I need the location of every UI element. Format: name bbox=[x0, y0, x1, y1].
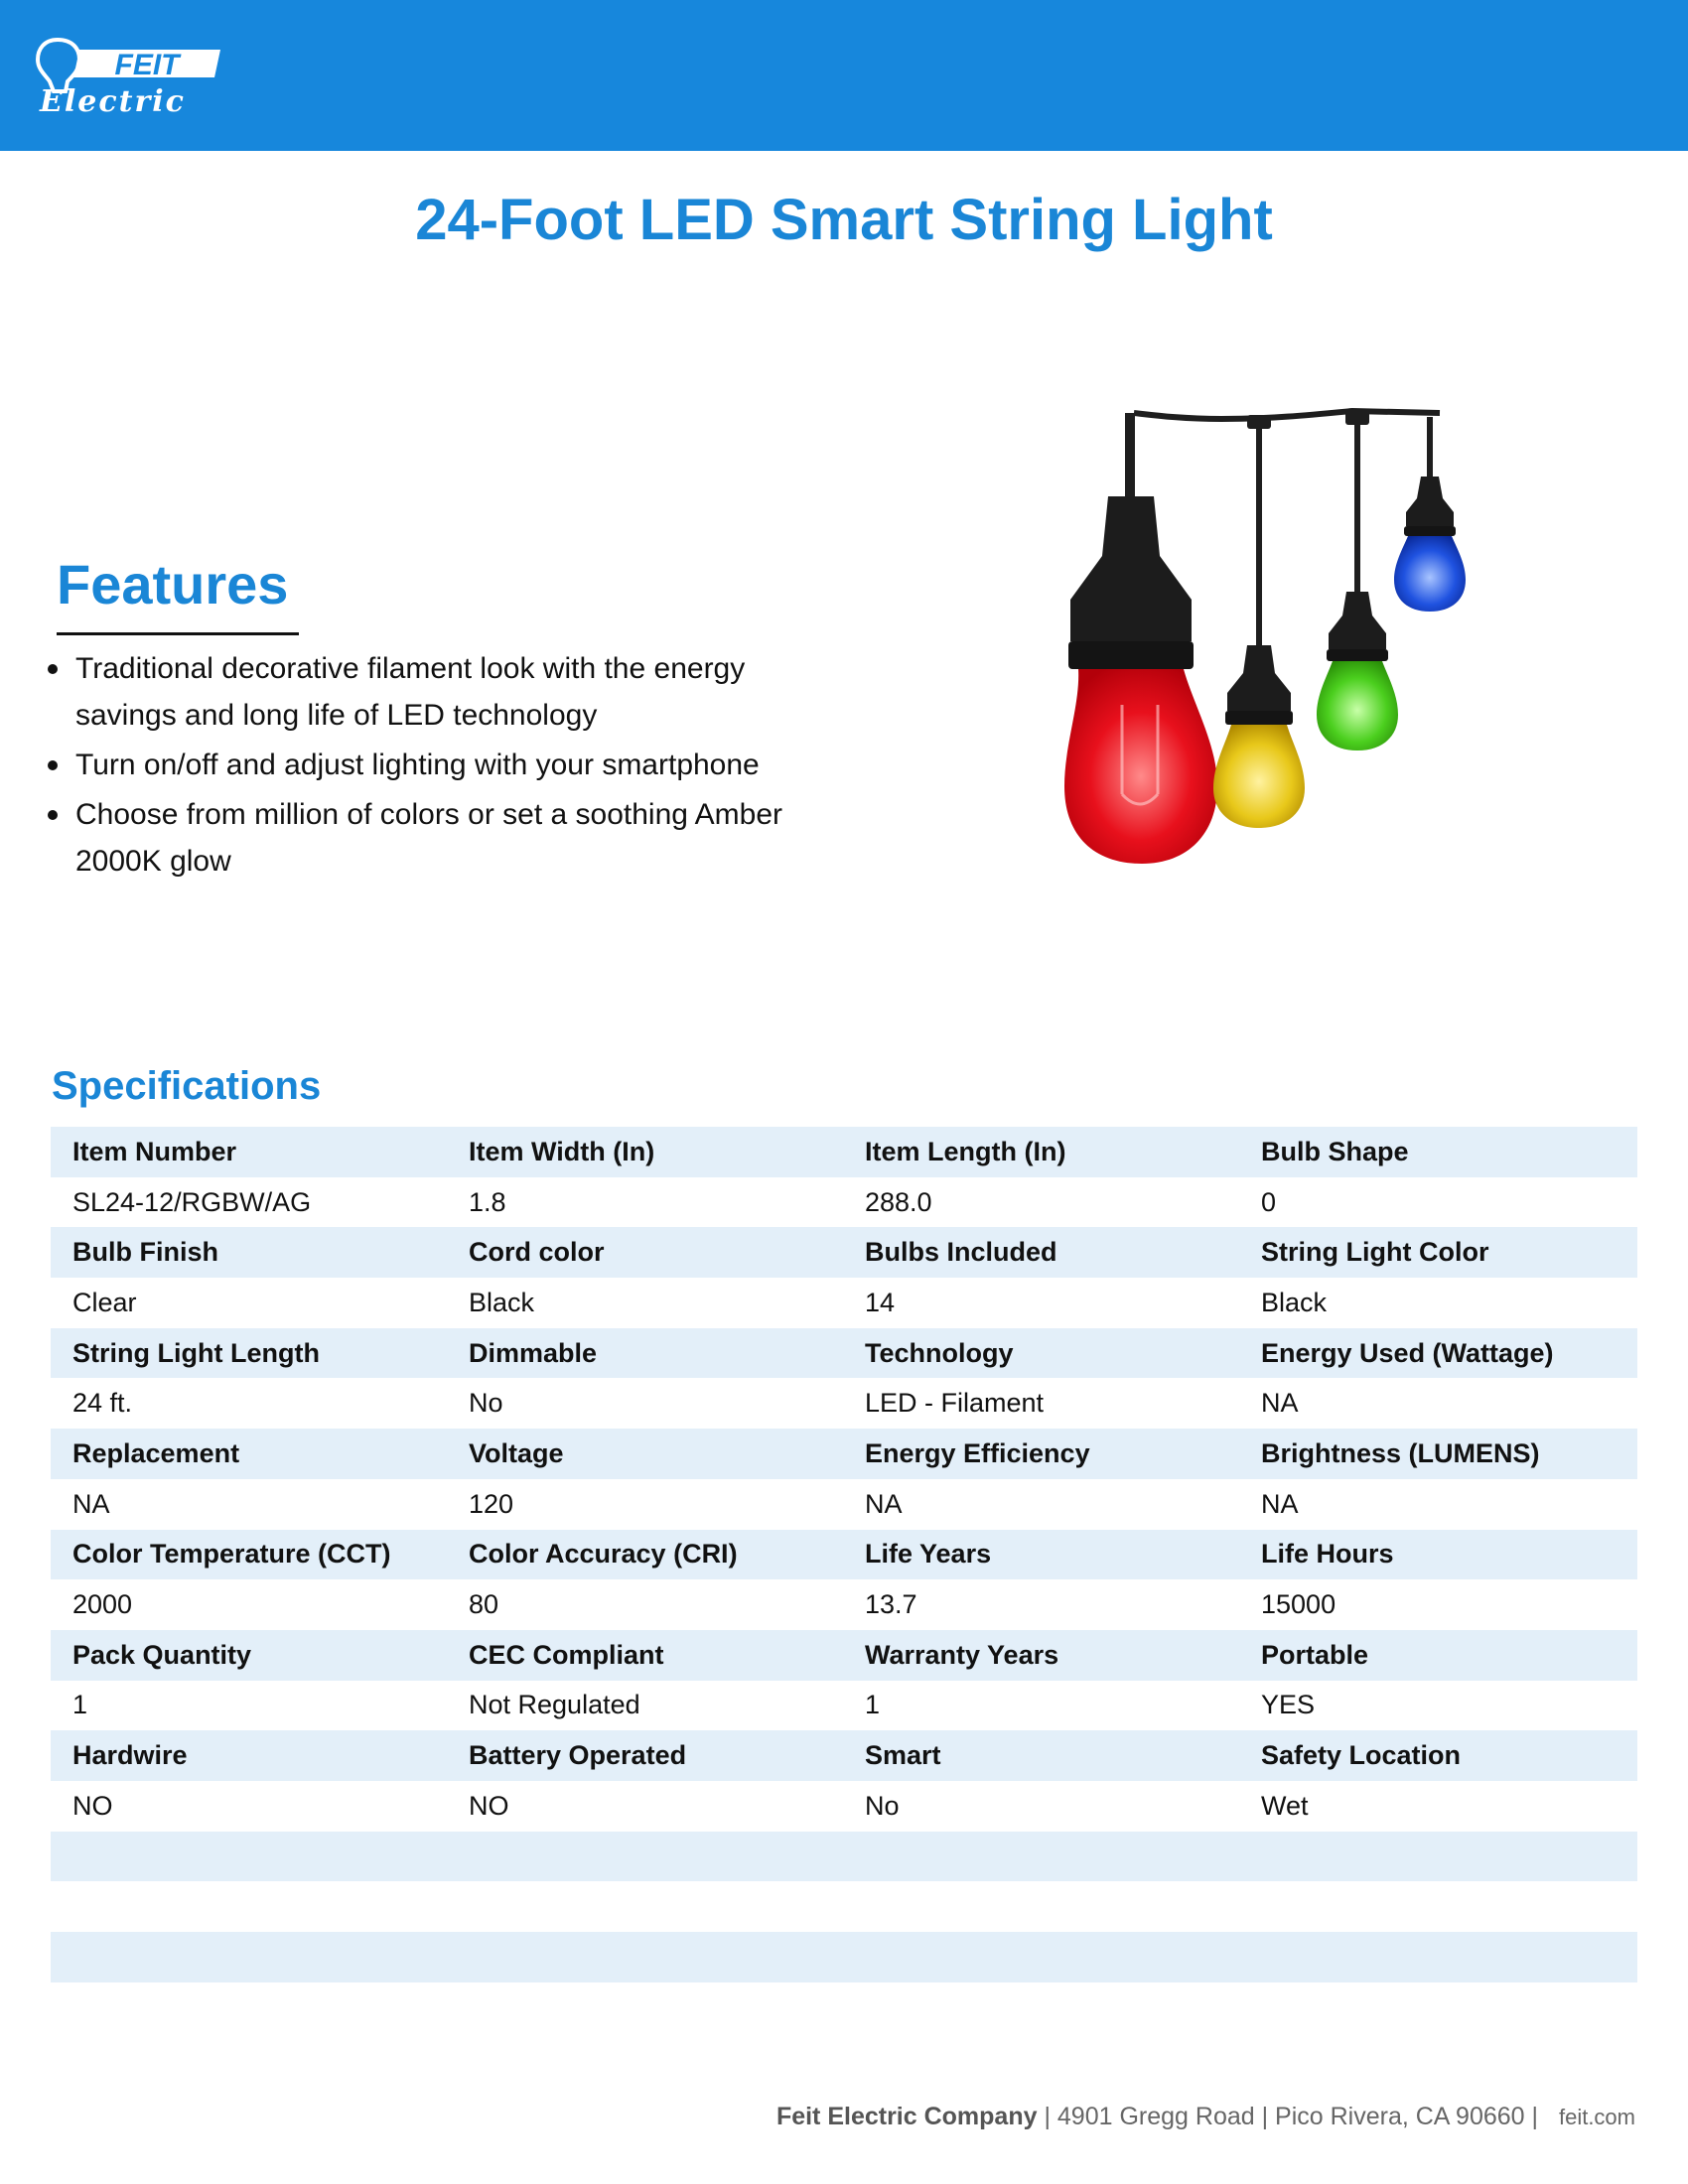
spec-label: String Light Color bbox=[1239, 1227, 1637, 1278]
spec-label: Safety Location bbox=[1239, 1730, 1637, 1781]
spec-label: Life Years bbox=[843, 1530, 1239, 1580]
spec-label-row bbox=[51, 1730, 1637, 1781]
feature-item bbox=[48, 645, 802, 739]
spec-value-row bbox=[51, 1378, 1637, 1429]
spec-value: Wet bbox=[1239, 1781, 1637, 1832]
features-list bbox=[48, 645, 802, 887]
spec-label: Battery Operated bbox=[447, 1730, 843, 1781]
product-image bbox=[983, 407, 1479, 913]
spec-value: 24 ft. bbox=[51, 1378, 447, 1429]
spec-label: Energy Efficiency bbox=[843, 1429, 1239, 1479]
spec-label: Item Length (In) bbox=[843, 1127, 1239, 1177]
footer-website-link[interactable]: feit.com bbox=[1558, 2105, 1635, 2129]
feit-electric-logo[interactable] bbox=[36, 36, 234, 117]
spec-value-row bbox=[51, 1278, 1637, 1328]
spec-value: 13.7 bbox=[843, 1579, 1239, 1630]
spec-label: Hardwire bbox=[51, 1730, 447, 1781]
bullet-icon bbox=[48, 810, 58, 820]
features-heading: Features bbox=[57, 553, 289, 615]
feature-text: Choose from million of colors or set a soothing Amber 2000K glow bbox=[75, 798, 782, 878]
footer bbox=[776, 2103, 1635, 2131]
spec-label: Bulb Finish bbox=[51, 1227, 447, 1278]
spec-value: Black bbox=[447, 1278, 843, 1328]
logo-text-feit: FEIT bbox=[114, 49, 180, 81]
spec-label: Bulb Shape bbox=[1239, 1127, 1637, 1177]
spec-label: Pack Quantity bbox=[51, 1630, 447, 1681]
spec-value: YES bbox=[1239, 1681, 1637, 1731]
spec-value: 120 bbox=[447, 1479, 843, 1530]
spec-empty-row bbox=[51, 1832, 1637, 1882]
spec-value: 15000 bbox=[1239, 1579, 1637, 1630]
spec-label: CEC Compliant bbox=[447, 1630, 843, 1681]
page-title: 24-Foot LED Smart String Light bbox=[415, 188, 1273, 252]
feature-item bbox=[48, 742, 802, 788]
spec-label: Color Accuracy (CRI) bbox=[447, 1530, 843, 1580]
spec-label: Bulbs Included bbox=[843, 1227, 1239, 1278]
spec-label-row bbox=[51, 1127, 1637, 1177]
spec-value: No bbox=[843, 1781, 1239, 1832]
spec-label-row bbox=[51, 1328, 1637, 1379]
feature-text: Turn on/off and adjust lighting with your smartphone bbox=[75, 749, 760, 781]
spec-label: Energy Used (Wattage) bbox=[1239, 1328, 1637, 1379]
spec-value: NA bbox=[51, 1479, 447, 1530]
footer-company: Feit Electric Company bbox=[775, 2103, 1038, 2130]
spec-label: Item Width (In) bbox=[447, 1127, 843, 1177]
spec-value-row bbox=[51, 1781, 1637, 1832]
spec-value: 1.8 bbox=[447, 1177, 843, 1228]
spec-value: 0 bbox=[1239, 1177, 1637, 1228]
feature-item bbox=[48, 791, 802, 885]
spec-label: Cord color bbox=[447, 1227, 843, 1278]
spec-label: Replacement bbox=[51, 1429, 447, 1479]
spec-label: Technology bbox=[843, 1328, 1239, 1379]
spec-value: NA bbox=[1239, 1378, 1637, 1429]
spec-label: Life Hours bbox=[1239, 1530, 1637, 1580]
header-bar bbox=[0, 0, 1688, 151]
spec-label: Item Number bbox=[51, 1127, 447, 1177]
spec-value: 14 bbox=[843, 1278, 1239, 1328]
spec-value: NA bbox=[1239, 1479, 1637, 1530]
spec-label-row bbox=[51, 1530, 1637, 1580]
spec-value: 1 bbox=[51, 1681, 447, 1731]
spec-value: LED - Filament bbox=[843, 1378, 1239, 1429]
spec-value-row bbox=[51, 1579, 1637, 1630]
bullet-icon bbox=[48, 760, 58, 770]
logo-text-electric: Electric bbox=[40, 84, 186, 117]
spec-empty-row bbox=[51, 1932, 1637, 1982]
spec-label: Portable bbox=[1239, 1630, 1637, 1681]
spec-label-row bbox=[51, 1630, 1637, 1681]
feature-text: Traditional decorative filament look with the energy savings and long life of LED technology bbox=[75, 652, 746, 732]
spec-value-row bbox=[51, 1681, 1637, 1731]
specifications-heading: Specifications bbox=[52, 1064, 322, 1108]
spec-label: Voltage bbox=[447, 1429, 843, 1479]
spec-label: Warranty Years bbox=[843, 1630, 1239, 1681]
spec-value: Not Regulated bbox=[447, 1681, 843, 1731]
spec-value-row bbox=[51, 1479, 1637, 1530]
bullet-icon bbox=[48, 664, 58, 674]
spec-value: No bbox=[447, 1378, 843, 1429]
spec-label: String Light Length bbox=[51, 1328, 447, 1379]
spec-label: Brightness (LUMENS) bbox=[1239, 1429, 1637, 1479]
spec-label-row bbox=[51, 1429, 1637, 1479]
spec-value-row bbox=[51, 1177, 1637, 1228]
footer-address: | 4901 Gregg Road | Pico Rivera, CA 90660 | bbox=[1037, 2103, 1545, 2130]
spec-value: NA bbox=[843, 1479, 1239, 1530]
specifications-table bbox=[51, 1127, 1637, 1982]
spec-label: Smart bbox=[843, 1730, 1239, 1781]
spec-label: Color Temperature (CCT) bbox=[51, 1530, 447, 1580]
spec-value: NO bbox=[447, 1781, 843, 1832]
spec-value: 2000 bbox=[51, 1579, 447, 1630]
spec-empty-row bbox=[51, 1881, 1637, 1932]
spec-label-row bbox=[51, 1227, 1637, 1278]
item-number-link[interactable]: SL24-12/RGBW/AG bbox=[51, 1177, 447, 1228]
spec-value: 288.0 bbox=[843, 1177, 1239, 1228]
spec-label: Dimmable bbox=[447, 1328, 843, 1379]
spec-value: 1 bbox=[843, 1681, 1239, 1731]
spec-value: 80 bbox=[447, 1579, 843, 1630]
features-underline bbox=[57, 632, 299, 635]
spec-value: NO bbox=[51, 1781, 447, 1832]
spec-value: Black bbox=[1239, 1278, 1637, 1328]
spec-value: Clear bbox=[51, 1278, 447, 1328]
